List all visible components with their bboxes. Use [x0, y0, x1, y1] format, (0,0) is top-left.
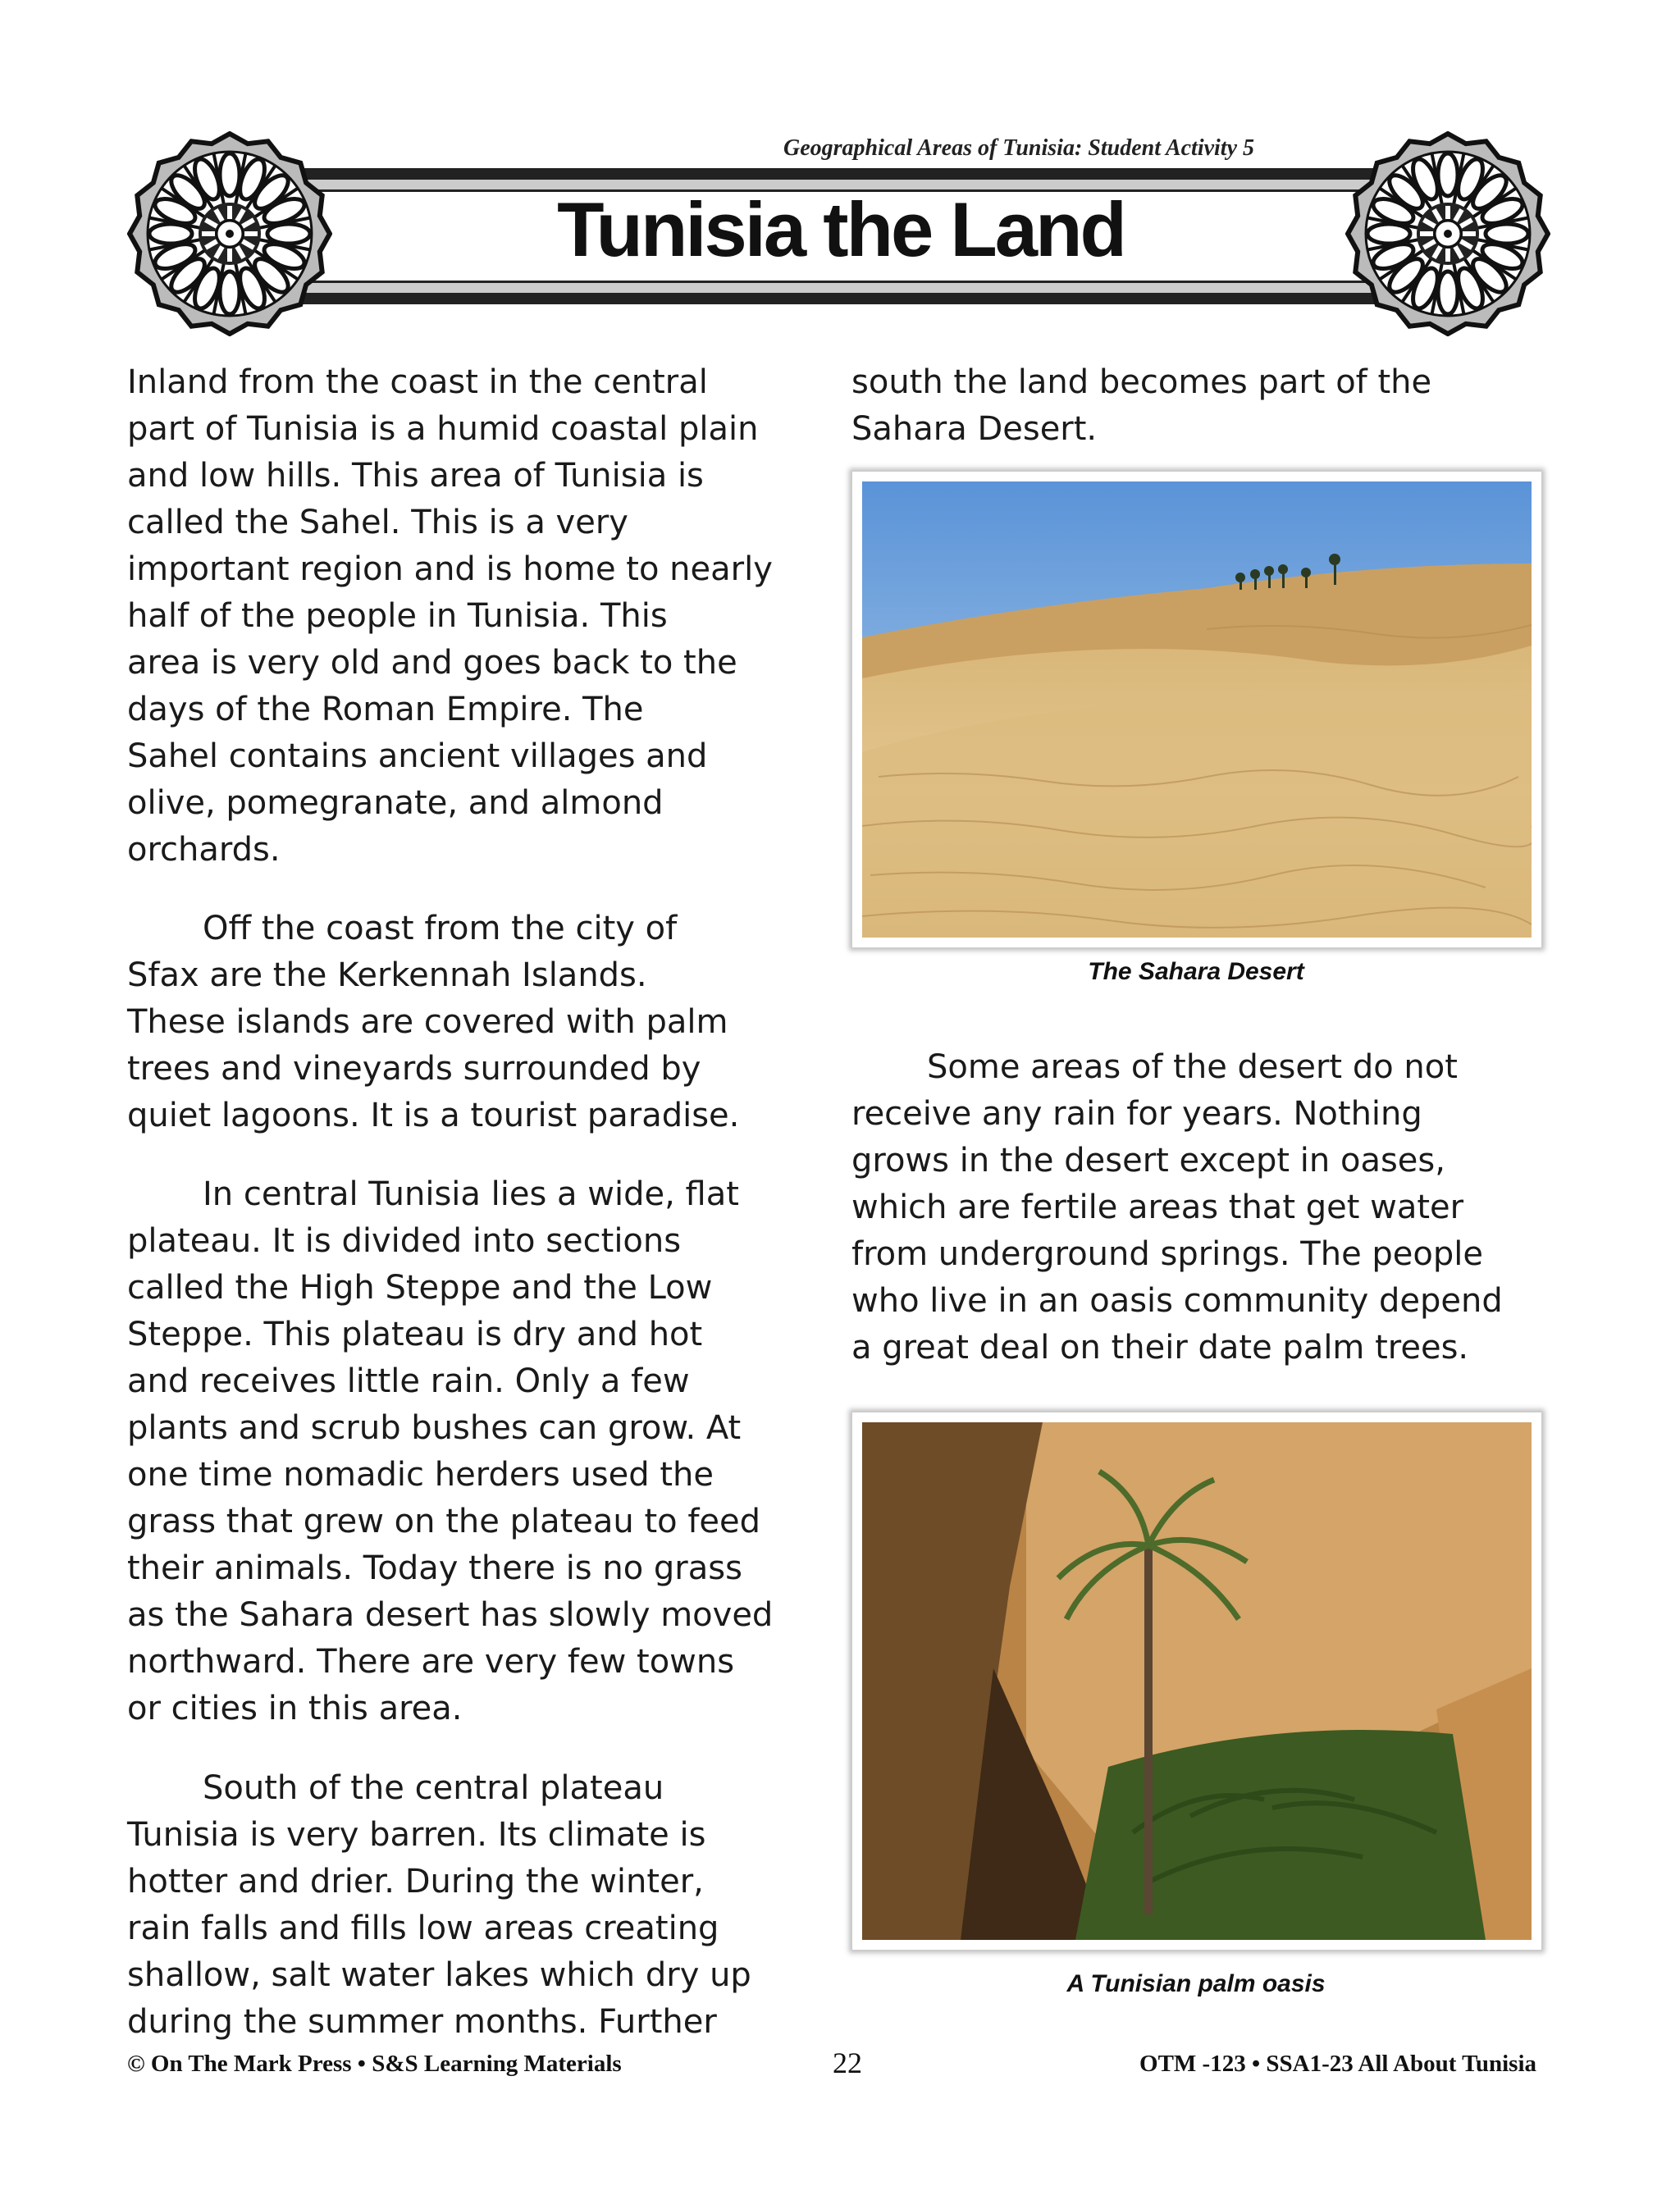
text-line: orchards.: [127, 831, 281, 869]
banner-top-bar: [279, 168, 1403, 180]
text-line: days of the Roman Empire. The: [127, 691, 644, 728]
footer-product-code: OTM -123 • SSA1-23 All About Tunisia: [1139, 2051, 1536, 2077]
palm-oasis-photo: [851, 1412, 1542, 1951]
text-line: area is very old and goes back to the: [127, 644, 737, 682]
banner-bottom-bar: [279, 293, 1403, 304]
text-line: plateau. It is divided into sections: [127, 1222, 682, 1260]
text-line: their animals. Today there is no grass: [127, 1549, 742, 1587]
paragraph-central-plateau: [127, 1171, 773, 1732]
text-line: northward. There are very few towns: [127, 1643, 735, 1681]
text-line: Sahara Desert.: [851, 410, 1098, 448]
page-number: 22: [833, 2047, 862, 2079]
figure-caption-oasis: A Tunisian palm oasis: [1066, 1970, 1326, 1997]
text-line: one time nomadic herders used the: [127, 1456, 714, 1494]
text-line: during the summer months. Further: [127, 2003, 717, 2041]
text-line: Sfax are the Kerkennah Islands.: [127, 956, 647, 994]
text-line: trees and vineyards surrounded by: [127, 1050, 701, 1088]
text-line: and low hills. This area of Tunisia is: [127, 457, 704, 495]
text-line: grows in the desert except in oases,: [851, 1142, 1445, 1180]
page-title: Tunisia the Land: [557, 186, 1125, 272]
text-line: In central Tunisia lies a wide, flat: [203, 1175, 739, 1213]
text-line: hotter and drier. During the winter,: [127, 1863, 704, 1901]
text-line: rain falls and fills low areas creating: [127, 1910, 719, 1947]
text-line: half of the people in Tunisia. This: [127, 597, 668, 635]
text-line: These islands are covered with palm: [127, 1003, 728, 1041]
text-line: South of the central plateau: [203, 1769, 664, 1807]
text-line: Tunisia is very barren. Its climate is: [127, 1816, 706, 1854]
text-line: who live in an oasis community depend: [851, 1282, 1503, 1320]
text-line: called the High Steppe and the Low: [127, 1269, 713, 1307]
text-line: receive any rain for years. Nothing: [851, 1095, 1422, 1133]
paragraph-sahel: [127, 359, 773, 874]
text-line: plants and scrub bushes can grow. At: [127, 1409, 742, 1447]
sahara-desert-photo: [851, 471, 1542, 948]
paragraph-oases: [851, 1044, 1503, 1371]
text-line: as the Sahara desert has slowly moved: [127, 1596, 774, 1634]
figure-caption-sahara: The Sahara Desert: [1088, 958, 1304, 985]
text-line: a great deal on their date palm trees.: [851, 1329, 1469, 1367]
text-line: part of Tunisia is a humid coastal plain: [127, 410, 759, 448]
rosette-ornament-left-icon: [127, 131, 332, 336]
text-line: Off the coast from the city of: [203, 910, 678, 947]
paragraph-kerkennah: [127, 906, 739, 1139]
text-line: grass that grew on the plateau to feed: [127, 1503, 761, 1540]
text-line: shallow, salt water lakes which dry up: [127, 1956, 751, 1994]
rosette-ornament-right-icon: [1345, 131, 1550, 336]
text-line: and receives little rain. Only a few: [127, 1362, 690, 1400]
text-line: quiet lagoons. It is a tourist paradise.: [127, 1097, 740, 1134]
paragraph-sahara-continued: [851, 359, 1431, 453]
text-line: from underground springs. The people: [851, 1235, 1483, 1273]
text-line: olive, pomegranate, and almond: [127, 784, 664, 822]
banner-bottom-stripe: [279, 281, 1403, 293]
footer-publisher: © On The Mark Press • S&S Learning Materials: [127, 2051, 622, 2077]
text-line: important region and is home to nearly: [127, 550, 773, 588]
text-line: Inland from the coast in the central: [127, 363, 708, 401]
text-line: which are fertile areas that get water: [851, 1189, 1464, 1226]
text-line: Sahel contains ancient villages and: [127, 737, 708, 775]
text-line: called the Sahel. This is a very: [127, 504, 628, 541]
text-line: south the land becomes part of the: [851, 363, 1432, 401]
text-line: Some areas of the desert do not: [927, 1048, 1458, 1086]
text-line: or cities in this area.: [127, 1690, 463, 1727]
paragraph-south: [127, 1765, 751, 2046]
activity-subtitle: Geographical Areas of Tunisia: Student Activity 5: [783, 135, 1255, 161]
text-line: Steppe. This plateau is dry and hot: [127, 1316, 703, 1353]
